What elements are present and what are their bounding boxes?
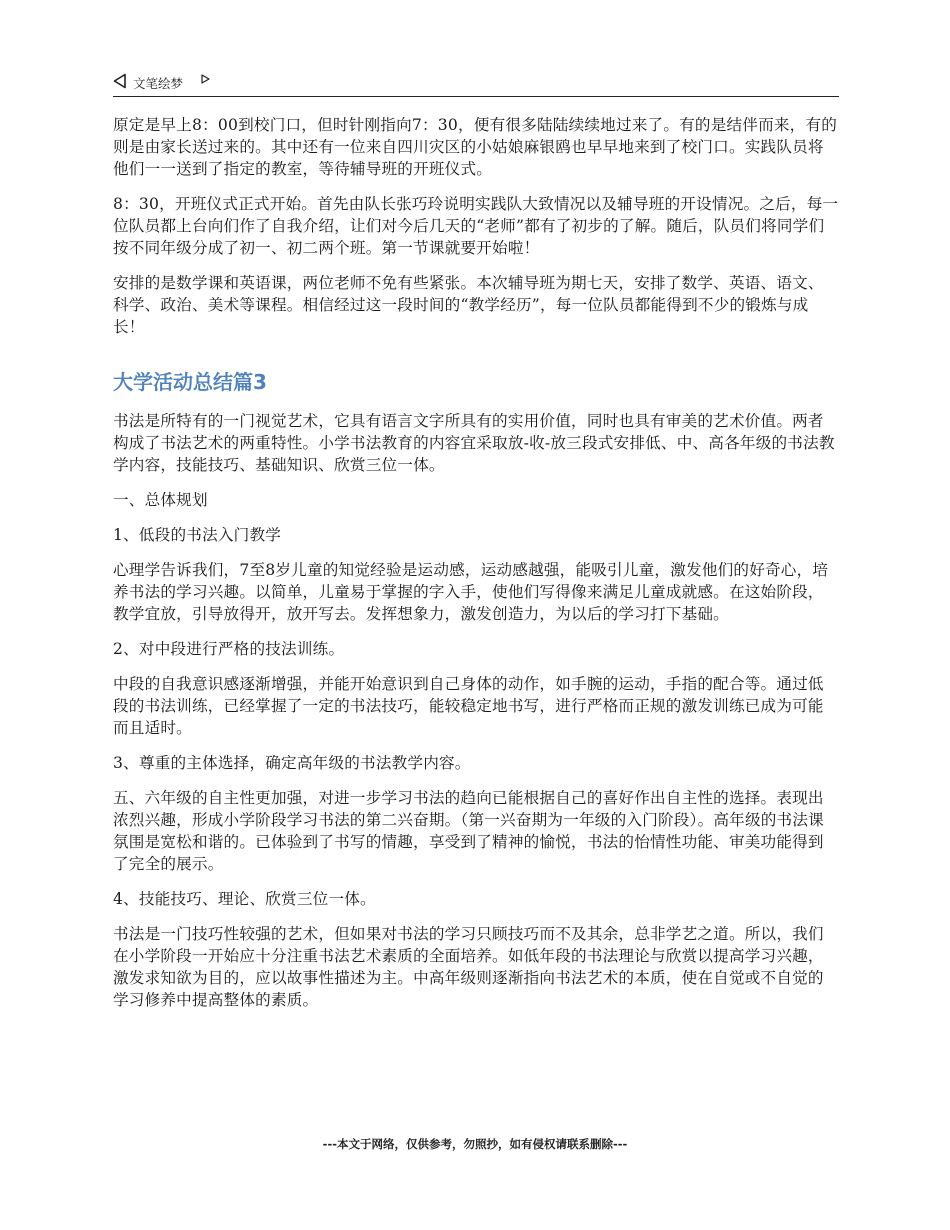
paragraph: 心理学告诉我们，7至8岁儿童的知觉经验是运动感，运动感越强，能吸引儿童，激发他们的好奇心，培养书法的学习兴趣。以简单，儿童易于掌握的字入手，使他们写得像来满足儿童成就感。在这始阶段，教学宜放，引导放得开，放开写去。发挥想象力，激发创造力，为以后的学习打下基础。 xyxy=(113,561,829,623)
subheading: 一、总体规划 xyxy=(113,491,208,509)
paragraph: 书法是所特有的一门视觉艺术，它具有语言文字所具有的实用价值，同时也具有审美的艺术价值。两者构成了书法艺术的两重特性。小学书法教育的内容宜采取放-收-放三段式安排低、中、高各年级的书法教学内容，技能技巧、基础知识、欣赏三位一体。 xyxy=(113,412,835,474)
subheading: 3、尊重的主体选择，确定高年级的书法教学内容。 xyxy=(113,754,471,772)
paragraph: 五、六年级的自主性更加强，对进一步学习书法的趋向已能根据自己的喜好作出自主性的选择。表现出浓烈兴趣，形成小学阶段学习书法的第二兴奋期。（第一兴奋期为一年级的入门阶段）。高年级的书法课氛围是宽松和谐的。已体验到了书写的情趣，享受到了精神的愉悦，书法的怡情性功能、审美功能得到了完全的展示。 xyxy=(113,789,824,873)
paragraph: 原定是早上8：00到校门口，但时针刚指向7：30，便有很多陆陆续续地过来了。有的是结伴而来，有的则是由家长送过来的。其中还有一位来自四川灾区的小姑娘麻银鸥也早早地来到了校门口。实践队员将他们一一送到了指定的教室，等待辅导班的开班仪式。 xyxy=(113,116,838,178)
paragraph: 中段的自我意识感逐渐增强，并能开始意识到自己身体的动作，如手腕的运动，手指的配合等。通过低段的书法训练，已经掌握了一定的书法技巧，能较稳定地书写，进行严格而正规的激发训练已成为可能而且适时。 xyxy=(113,675,824,737)
paragraph: 安排的是数学课和英语课，两位老师不免有些紧张。本次辅导班为期七天，安排了数学、英语、语文、科学、政治、美术等课程。相信经过这一段时间的“教学经历”，每一位队员都能得到不少的锻炼与成长！ xyxy=(113,274,824,336)
page-header xyxy=(113,70,839,97)
subheading: 4、技能技巧、理论、欣赏三位一体。 xyxy=(113,890,376,908)
subheading: 2、对中段进行严格的技法训练。 xyxy=(113,640,345,658)
paragraph: 8：30，开班仪式正式开始。首先由队长张巧玲说明实践队大致情况以及辅导班的开设情况。之后，每一位队员都上台向们作了自我介绍，让们对今后几天的“老师”都有了初步的了解。随后，队员们将同学们按不同年级分成了初一、初二两个班。第一节课就要开始啦！ xyxy=(113,195,839,257)
triangle-left-icon xyxy=(113,73,127,89)
section-heading: 大学活动总结篇3 xyxy=(113,370,267,394)
page-footer: ---本文于网络，仅供参考，勿照抄，如有侵权请联系删除--- xyxy=(322,1137,628,1151)
paragraph: 书法是一门技巧性较强的艺术，但如果对书法的学习只顾技巧而不及其余，总非学艺之道。所以，我们在小学阶段一开始应十分注重书法艺术素质的全面培养。如低年段的书法理论与欣赏以提高学习兴趣，激发求知欲为目的，应以故事性描述为主。中高年级则逐渐指向书法艺术的本质，使在自觉或不自觉的学习修养中提高整体的素质。 xyxy=(113,925,824,1009)
document-body xyxy=(113,114,839,1024)
triangle-right-icon xyxy=(201,74,210,84)
subheading: 1、低段的书法入门教学 xyxy=(113,526,282,544)
header-title: 文笔绘梦 xyxy=(133,76,184,91)
